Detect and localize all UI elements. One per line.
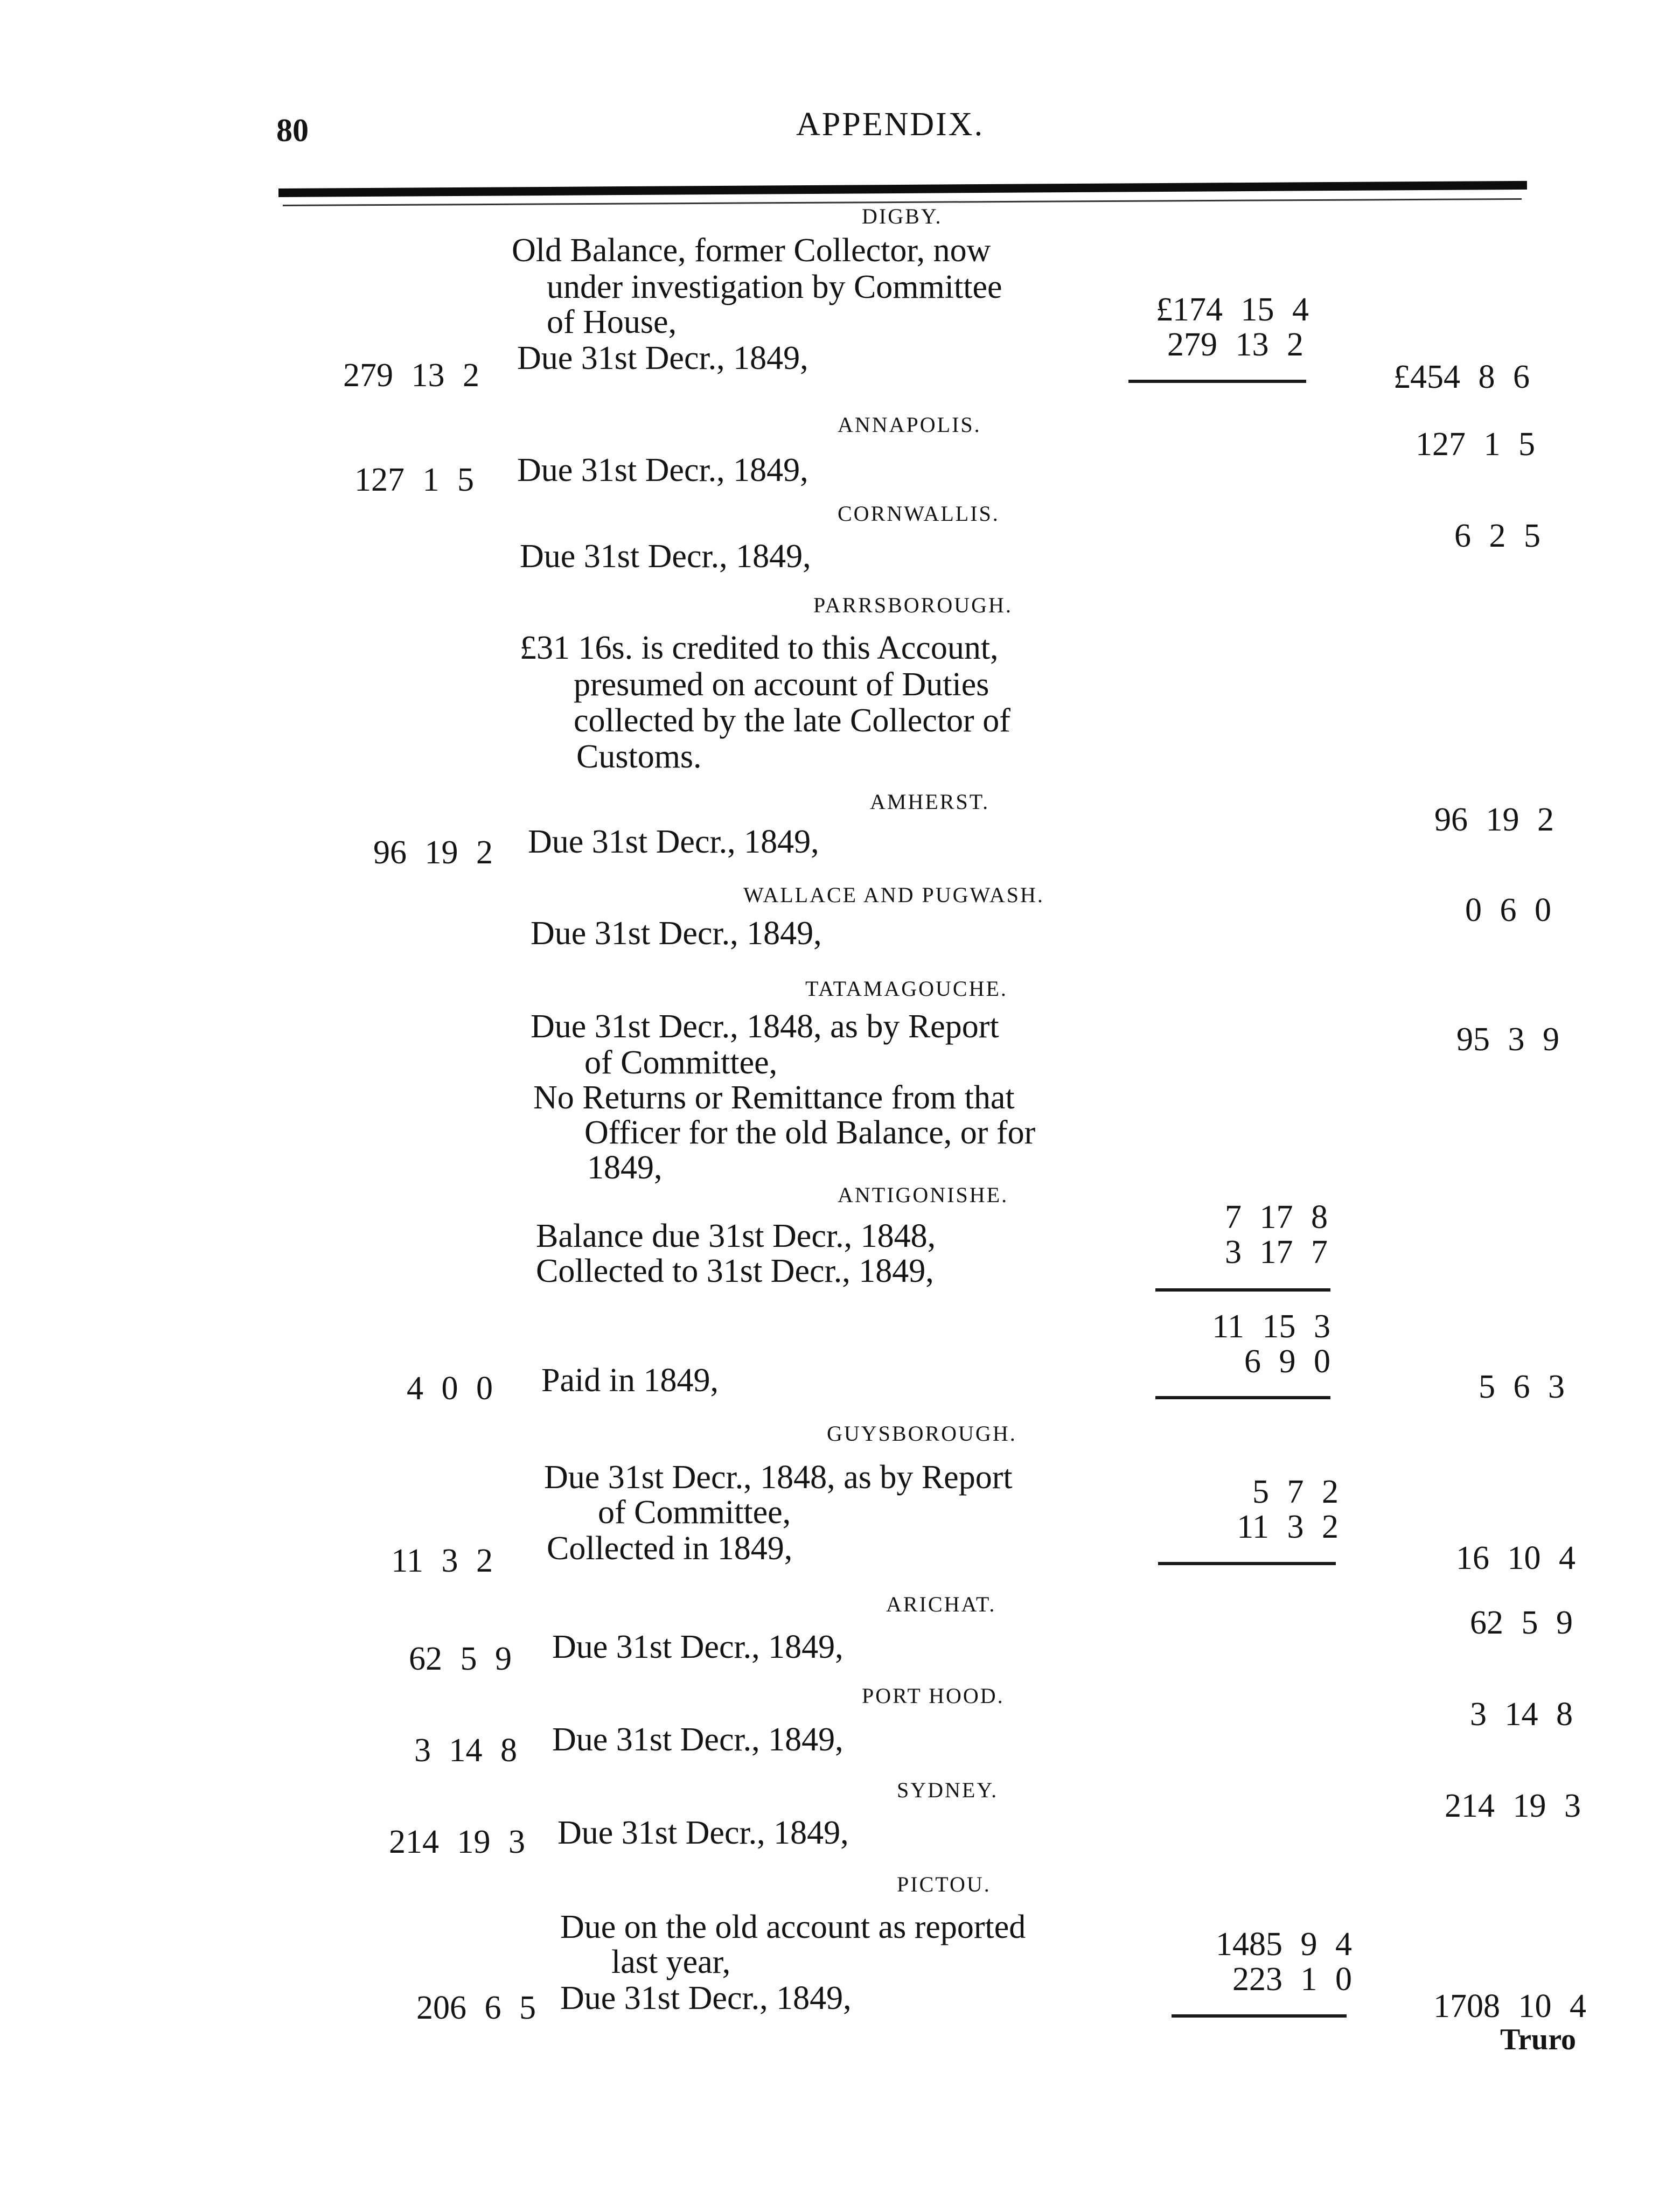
entry-text: Due 31st Decr., 1848, as by Report — [544, 1459, 1013, 1496]
left-amount: 279 13 2 — [343, 357, 479, 394]
section-heading-pictou: PICTOU. — [897, 1872, 991, 1896]
total-amount: £454 8 6 — [1393, 359, 1530, 395]
middle-amount: £174 15 4 — [1156, 291, 1309, 328]
section-heading-cornwallis: CORNWALLIS. — [838, 501, 1000, 526]
entry-text: Balance due 31st Decr., 1848, — [536, 1218, 936, 1254]
sum-underline — [1128, 380, 1306, 383]
entry-text: presumed on account of Duties — [574, 666, 989, 703]
entry-text: of Committee, — [598, 1494, 791, 1531]
total-amount: 5 6 3 — [1479, 1369, 1565, 1405]
entry-text: No Returns or Remittance from that — [533, 1079, 1015, 1116]
middle-amount: 223 1 0 — [1232, 1961, 1352, 1998]
total-amount: 6 2 5 — [1454, 518, 1540, 554]
total-amount: 3 14 8 — [1470, 1696, 1573, 1733]
left-amount: 96 19 2 — [373, 834, 493, 871]
middle-amount: 6 9 0 — [1244, 1343, 1330, 1380]
section-heading-wallace-pugwash: WALLACE AND PUGWASH. — [743, 883, 1044, 907]
total-amount: 214 19 3 — [1445, 1788, 1581, 1824]
entry-text: under investigation by Committee — [547, 269, 1002, 305]
section-heading-antigonishe: ANTIGONISHE. — [838, 1183, 1009, 1207]
entry-text: Officer for the old Balance, or for — [584, 1114, 1036, 1151]
entry-text: Due 31st Decr., 1849, — [560, 1980, 852, 2016]
entry-text: Due 31st Decr., 1849, — [528, 824, 819, 860]
total-amount: 95 3 9 — [1456, 1021, 1559, 1058]
section-heading-annapolis: ANNAPOLIS. — [838, 413, 981, 437]
section-heading-parrsborough: PARRSBOROUGH. — [813, 593, 1013, 617]
left-amount: 214 19 3 — [389, 1824, 525, 1860]
running-head: APPENDIX. — [796, 106, 985, 143]
page-number: 80 — [276, 113, 309, 148]
middle-amount: 279 13 2 — [1167, 326, 1303, 363]
total-amount: 1708 10 4 — [1433, 1988, 1586, 2025]
middle-amount: 1485 9 4 — [1216, 1926, 1352, 1963]
left-amount: 206 6 5 — [416, 1990, 536, 2026]
sum-underline — [1155, 1396, 1330, 1399]
left-amount: 62 5 9 — [409, 1641, 512, 1677]
middle-amount: 3 17 7 — [1225, 1234, 1328, 1271]
entry-text: Due 31st Decr., 1849, — [552, 1629, 844, 1665]
sum-underline — [1155, 1288, 1330, 1292]
entry-text: collected by the late Collector of — [574, 702, 1010, 739]
entry-text: of Committee, — [584, 1044, 778, 1081]
sum-underline — [1172, 2014, 1347, 2018]
entry-text: Due 31st Decr., 1848, as by Report — [531, 1008, 999, 1045]
header-rule — [278, 181, 1527, 197]
entry-text: Due 31st Decr., 1849, — [531, 915, 822, 952]
section-heading-arichat: ARICHAT. — [886, 1592, 996, 1616]
section-heading-amherst: AMHERST. — [870, 790, 990, 814]
section-heading-sydney: SYDNEY. — [897, 1778, 999, 1802]
entry-text: Old Balance, former Collector, now — [512, 232, 991, 269]
sum-underline — [1158, 1562, 1336, 1565]
total-amount: 16 10 4 — [1456, 1540, 1576, 1576]
total-amount: 62 5 9 — [1470, 1604, 1573, 1641]
entry-text: Due 31st Decr., 1849, — [552, 1721, 844, 1758]
catchword: Truro — [1500, 2023, 1577, 2056]
entry-text: of House, — [547, 304, 677, 340]
entry-text: Collected in 1849, — [547, 1530, 793, 1567]
middle-amount: 5 7 2 — [1252, 1474, 1339, 1510]
entry-text: Due 31st Decr., 1849, — [517, 340, 808, 376]
entry-text: 1849, — [587, 1149, 663, 1186]
entry-text: Due 31st Decr., 1849, — [517, 452, 808, 489]
entry-text: Due 31st Decr., 1849, — [520, 538, 811, 575]
entry-text: £31 16s. is credited to this Account, — [520, 630, 999, 666]
section-heading-digby: DIGBY. — [862, 204, 943, 228]
total-amount: 0 6 0 — [1465, 892, 1551, 929]
left-amount: 11 3 2 — [391, 1543, 493, 1579]
section-heading-guysborough: GUYSBOROUGH. — [827, 1421, 1017, 1446]
section-heading-port-hood: PORT HOOD. — [862, 1684, 1005, 1708]
total-amount: 127 1 5 — [1416, 426, 1535, 463]
entry-text: last year, — [611, 1944, 731, 1980]
entry-text: Collected to 31st Decr., 1849, — [536, 1253, 934, 1289]
total-amount: 96 19 2 — [1434, 801, 1554, 838]
middle-amount: 7 17 8 — [1225, 1199, 1328, 1236]
entry-text: Due 31st Decr., 1849, — [557, 1815, 849, 1851]
middle-amount: 11 15 3 — [1212, 1308, 1330, 1345]
left-amount: 4 0 0 — [407, 1370, 493, 1407]
section-heading-tatamagouche: TATAMAGOUCHE. — [805, 976, 1008, 1001]
entry-text: Customs. — [576, 738, 702, 775]
left-amount: 3 14 8 — [414, 1732, 517, 1769]
middle-amount: 11 3 2 — [1237, 1509, 1339, 1545]
entry-text: Due on the old account as reported — [560, 1909, 1026, 1945]
left-amount: 127 1 5 — [354, 462, 474, 498]
entry-text: Paid in 1849, — [541, 1362, 719, 1399]
